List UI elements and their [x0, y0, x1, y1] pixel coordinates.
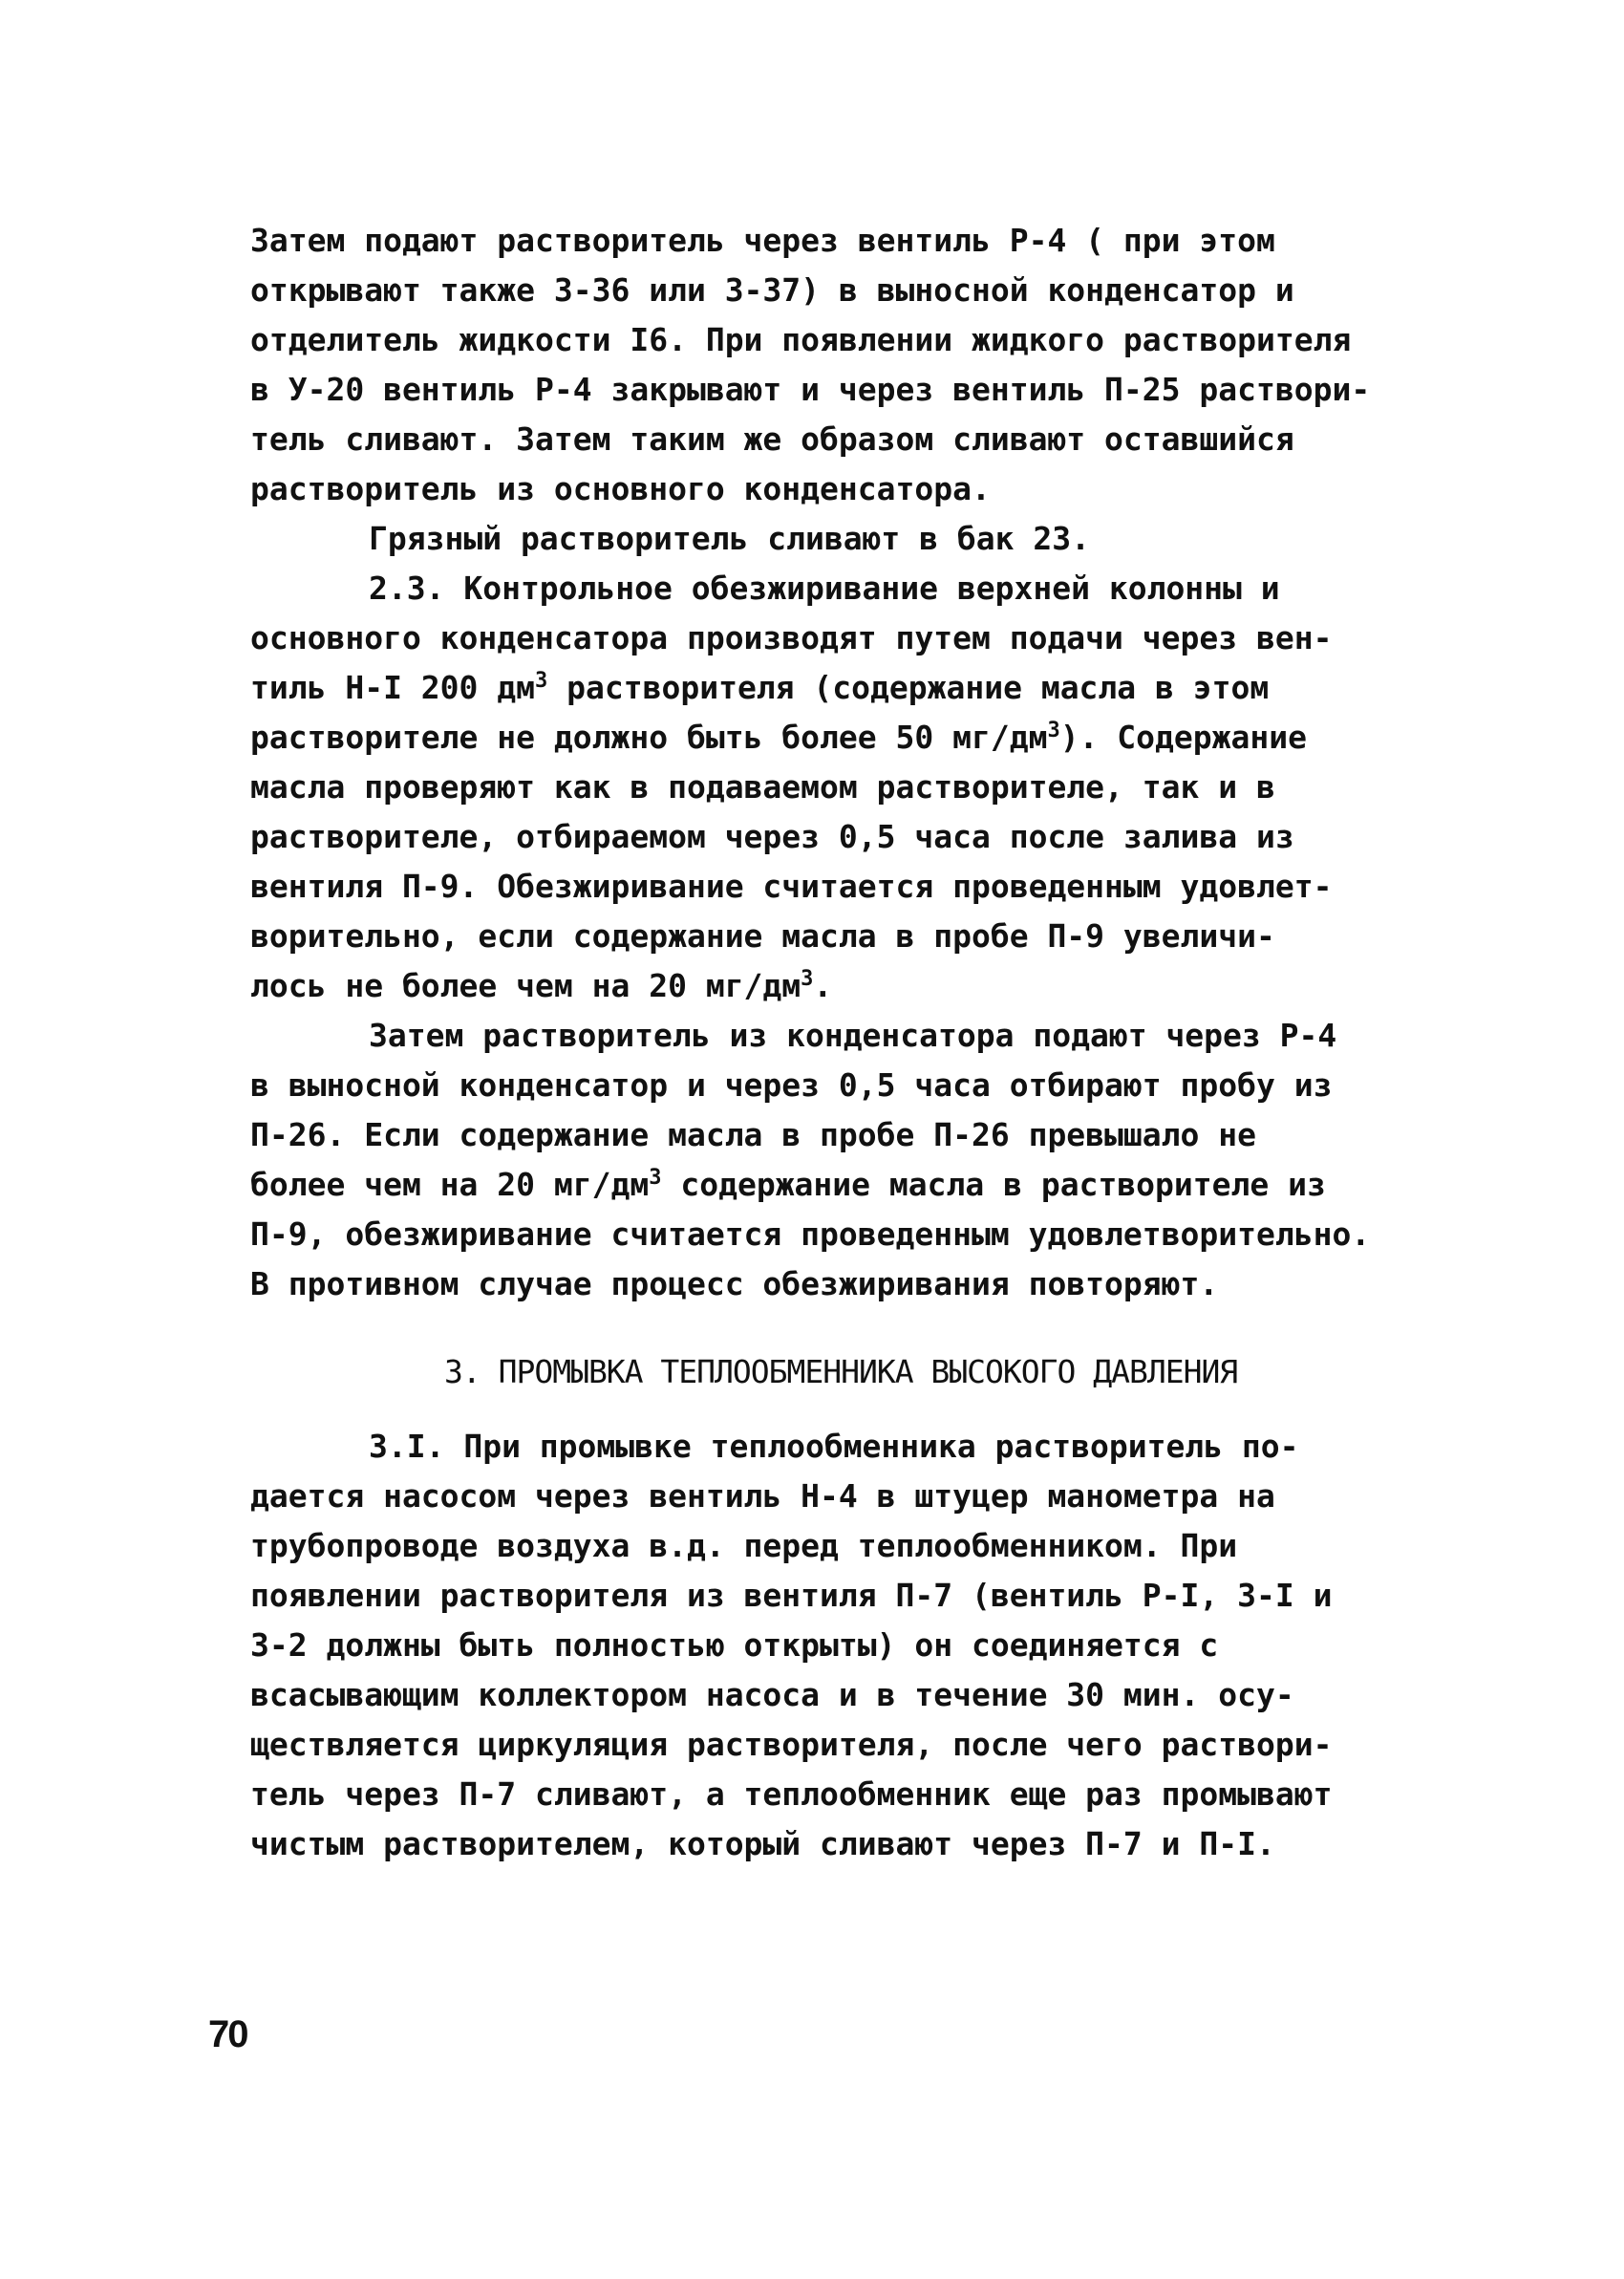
superscript: 3 [649, 1166, 662, 1190]
text-line [250, 1160, 1454, 1210]
section-heading: 3. ПРОМЫВКА ТЕПЛООБМЕННИКА ВЫСОКОГО ДАВЛЕНИЯ [444, 1353, 1238, 1390]
text-segment: . [813, 967, 833, 1004]
text-segment: лось не более чем на 20 мг/дм [250, 967, 801, 1004]
text-line: 3.I. При промывке теплообменника растворитель по- [369, 1428, 1299, 1465]
paragraph-4 [250, 1011, 1454, 1309]
text-line: появлении растворителя из вентиля П-7 (вентиль Р-I, 3-I и [250, 1577, 1333, 1614]
text-line: Грязный растворитель сливают в бак 23. [369, 520, 1090, 557]
text-segment: растворителе не должно быть более 50 мг/дм [250, 719, 1048, 756]
text-line: Затем растворитель из конденсатора подают через Р-4 [369, 1017, 1337, 1054]
superscript: 3 [1047, 719, 1060, 742]
text-line: растворитель из основного конденсатора. [250, 470, 991, 507]
paragraph-3 [250, 564, 1454, 1011]
text-line: открывают также 3-36 или 3-37) в выносной конденсатор и [250, 271, 1294, 309]
text-line: тель сливают. Затем таким же образом сливают оставшийся [250, 420, 1294, 458]
superscript: 3 [535, 669, 548, 693]
text-line: ществляется циркуляция растворителя, после чего раствори- [250, 1726, 1333, 1763]
superscript: 3 [801, 967, 814, 991]
text-line [250, 663, 1454, 713]
text-line: основного конденсатора производят путем подачи через вен- [250, 619, 1333, 656]
text-line: чистым растворителем, который сливают через П-7 и П-I. [250, 1825, 1275, 1862]
text-segment: содержание масла в растворителе из [661, 1166, 1326, 1203]
text-line: в выносной конденсатор и через 0,5 часа отбирают пробу из [250, 1066, 1333, 1104]
page-number: 70 [208, 2013, 247, 2055]
text-segment: тиль Н-I 200 дм [250, 669, 536, 706]
text-line: П-26. Если содержание масла в пробе П-26 превышало не [250, 1116, 1256, 1153]
text-segment: растворителя (содержание масла в этом [547, 669, 1270, 706]
text-line: дается насосом через вентиль Н-4 в штуцер манометра на [250, 1477, 1275, 1515]
text-segment: более чем на 20 мг/дм [250, 1166, 650, 1203]
text-line: тель через П-7 сливают, а теплообменник еще раз промывают [250, 1775, 1333, 1813]
text-line: П-9, обезжиривание считается проведенным удовлетворительно. [250, 1215, 1371, 1253]
paragraph-5 [250, 1422, 1454, 1869]
text-line: 2.3. Контрольное обезжиривание верхней колонны и [369, 570, 1280, 607]
paragraph-2 [250, 514, 1454, 564]
paragraph-1 [250, 216, 1454, 514]
text-line: в У-20 вентиль Р-4 закрывают и через вентиль П-25 раствори- [250, 371, 1371, 408]
text-line: ворительно, если содержание масла в пробе П-9 увеличи- [250, 917, 1275, 955]
text-line: трубопроводе воздуха в.д. перед теплообменником. При [250, 1527, 1238, 1564]
text-line: Затем подают растворитель через вентиль Р-4 ( при этом [250, 222, 1275, 259]
text-segment: ). Содержание [1059, 719, 1307, 756]
text-line: В противном случае процесс обезжиривания повторяют. [250, 1265, 1219, 1302]
text-line: всасывающим коллектором насоса и в течение 30 мин. осу- [250, 1676, 1294, 1713]
text-line: отделитель жидкости I6. При появлении жидкого растворителя [250, 321, 1352, 358]
text-line: масла проверяют как в подаваемом растворителе, так и в [250, 768, 1275, 806]
text-line [250, 713, 1454, 763]
text-line: растворителе, отбираемом через 0,5 часа после залива из [250, 818, 1294, 855]
text-line: 3-2 должны быть полностью открыты) он соединяется с [250, 1626, 1219, 1664]
text-line: вентиля П-9. Обезжиривание считается проведенным удовлет- [250, 868, 1333, 905]
text-line [250, 961, 1454, 1011]
